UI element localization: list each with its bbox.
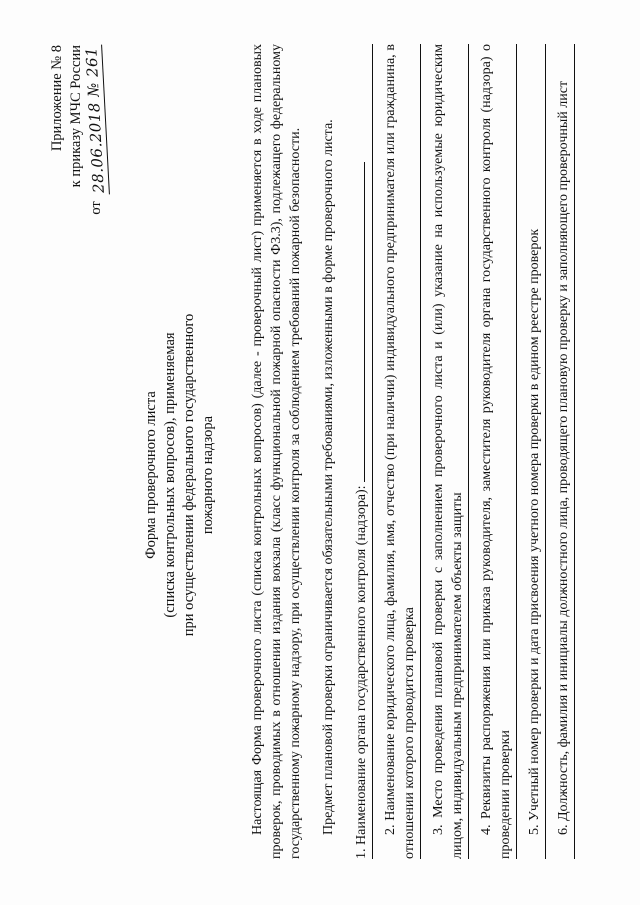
appendix-stamp	[48, 45, 106, 255]
rotated-content	[10, 25, 610, 895]
item-2: 2. Наименование юридического лица, фамилия, имя, отчество (при наличии) индивидуального предпринимателя или гражданина, в отношении которого проводится проверка	[383, 44, 417, 859]
form-heading	[142, 215, 218, 735]
item-1	[352, 44, 371, 859]
subject-paragraph: Предмет плановой проверки ограничивается обязательными требованиями, изложенными в форме проверочного листа.	[321, 119, 336, 835]
item-4: 4. Реквизиты распоряжения или приказа руководителя, заместителя руководителя органа государственного контроля (надзора) о проведении проверки	[479, 44, 513, 859]
item-3: 3. Место проведения плановой проверки с заполнением проверочного листа и (или) указание на используемые юридическим лицом, индивидуальным предпринимателем объекты защиты	[431, 44, 465, 859]
heading-line-3: при осуществлении федерального государственного	[181, 313, 197, 637]
intro-paragraph: Настоящая Форма проверочного листа (списка контрольных вопросов) (далее - проверочный лист) применяется в ходе плановых проверок, проводимых в отношении издания вокзала (класс функциональной пожарной опасности Ф3.3), подлежащего федеральному государственному пожарному надзору, при осуществлении контроля за соблюдением требований пожарной безопасности.	[250, 44, 303, 859]
form-body	[248, 44, 575, 859]
item-6: 6. Должность, фамилия и инициалы должностного лица, проводящего плановую проверку и заполняющего проверочный лист	[556, 80, 571, 835]
heading-line-4: пожарного надзора	[200, 415, 216, 535]
order-date-line	[82, 45, 108, 255]
from-label: от	[88, 201, 104, 215]
item-5: 5. Учетный номер проверки и дата присвоения учетного номера проверки в едином реестре проверок	[527, 228, 542, 835]
item-6-line[interactable]	[573, 44, 575, 859]
order-reference: к приказу МЧС России	[68, 45, 84, 188]
item-1-text: 1. Наименование органа государственного контроля (надзора):	[354, 485, 369, 859]
heading-line-1: Форма проверочного листа	[143, 391, 159, 559]
heading-line-2: (списка контрольных вопросов), применяемая	[162, 332, 178, 618]
handwritten-date-number: 28.06.2018 № 261	[82, 45, 110, 196]
appendix-number: Приложение № 8	[49, 45, 65, 152]
item-1-fill-line[interactable]	[352, 162, 365, 482]
